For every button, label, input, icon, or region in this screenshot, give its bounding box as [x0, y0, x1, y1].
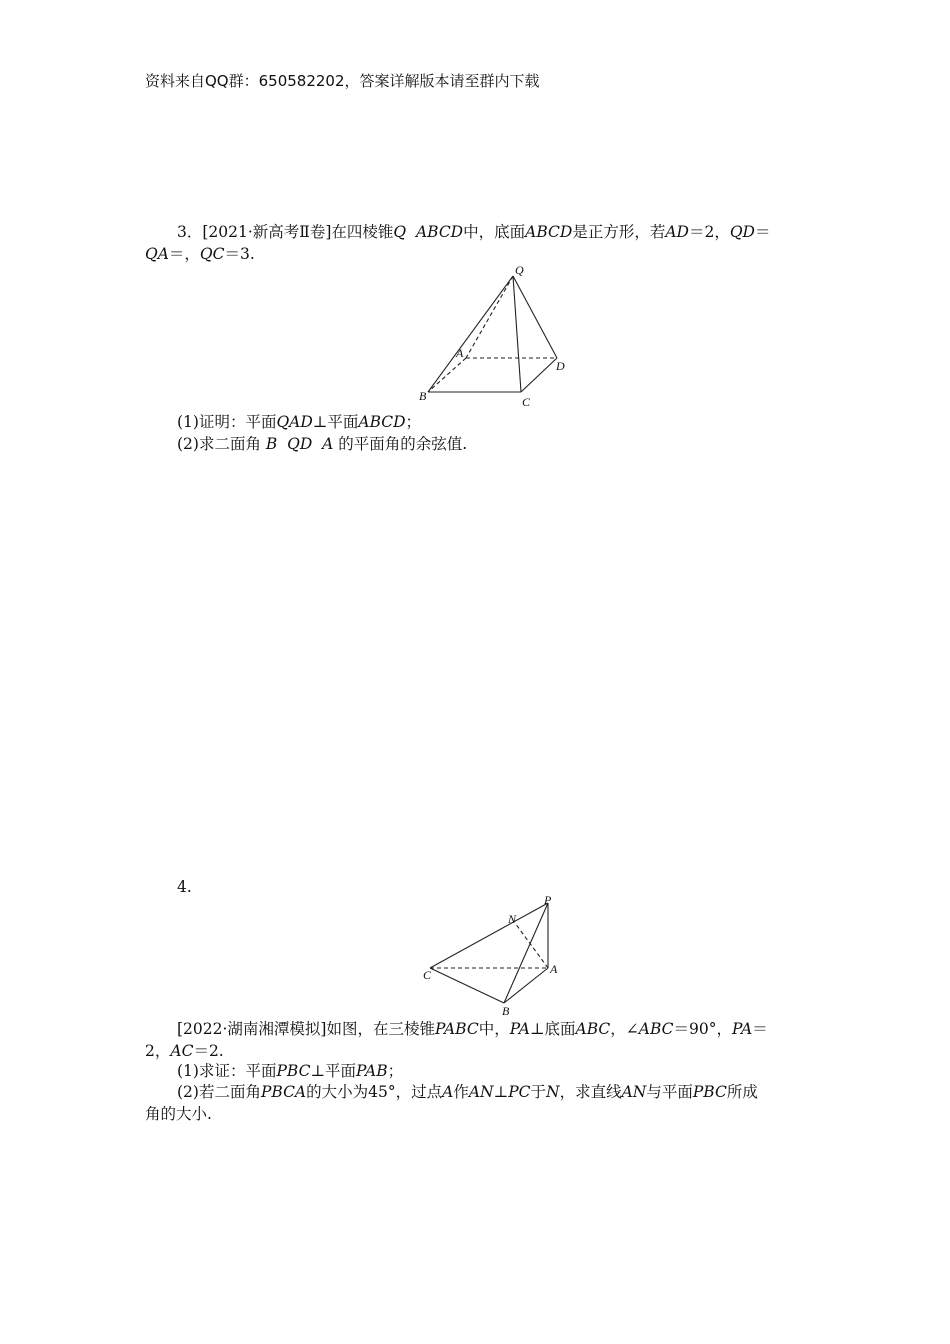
- text: ，∠: [610, 1020, 639, 1038]
- text: 的大小为45°，过点: [306, 1083, 443, 1101]
- var-PC: PC: [508, 1083, 531, 1101]
- problem4-part2-line2: 角的大小.: [145, 1105, 212, 1123]
- var-QC: QC: [199, 245, 225, 263]
- var-B: B: [265, 435, 278, 453]
- problem4-statement-line2: [145, 1040, 224, 1062]
- problem4-part2: [177, 1081, 758, 1103]
- var-QD: QD: [729, 223, 755, 241]
- text: 是正方形，若: [572, 223, 666, 241]
- label-P: P: [544, 893, 552, 907]
- text: 的平面角的余弦值.: [338, 435, 468, 453]
- var-ABCD: ABCD: [415, 223, 464, 241]
- pyramid-figure: [410, 262, 580, 410]
- text: 中，: [478, 1020, 510, 1038]
- var-PA: PA: [731, 1020, 753, 1038]
- segment-AN: [515, 923, 548, 968]
- var-PA: PA: [509, 1020, 530, 1038]
- var-A: A: [442, 1083, 454, 1101]
- label-N: N: [508, 912, 517, 926]
- var-AC: AC: [170, 1042, 194, 1060]
- text: 与平面: [646, 1083, 693, 1101]
- label-C: C: [423, 968, 432, 982]
- problem4-statement-line1: [177, 1018, 768, 1040]
- text: ，求直线: [559, 1083, 622, 1101]
- text: ⊥: [493, 1083, 509, 1101]
- edge-QA: [466, 276, 513, 358]
- header-source-note: 资料来自QQ群：650582202，答案详解版本请至群内下载: [145, 72, 540, 90]
- var-PBC: PBC: [692, 1083, 727, 1101]
- var-PAB: PAB: [356, 1062, 388, 1080]
- tetrahedron-figure: [418, 893, 568, 1018]
- text: 作: [453, 1083, 469, 1101]
- problem3-part2: [177, 433, 467, 455]
- text: ＝90°，: [673, 1020, 732, 1038]
- edge-QD: [513, 276, 557, 358]
- var-QAD: QAD: [276, 413, 313, 431]
- text: ＝2，: [688, 223, 730, 241]
- text: ＝: [752, 1020, 768, 1038]
- text: 中，底面: [463, 223, 526, 241]
- text: ＝，: [168, 245, 200, 263]
- var-ABC: ABC: [575, 1020, 611, 1038]
- edge-AB: [504, 968, 548, 1003]
- problem3-part1: [177, 411, 421, 433]
- text: [2022·湖南湘潭模拟]如图，在三棱锥: [177, 1020, 435, 1038]
- text: 所成: [726, 1083, 758, 1101]
- var-PABC: PABC: [434, 1020, 479, 1038]
- edge-CD: [521, 358, 557, 392]
- label-D: D: [556, 359, 565, 373]
- var-Q: Q: [393, 223, 407, 241]
- var-AD: AD: [665, 223, 689, 241]
- var-PBC: PBC: [276, 1062, 311, 1080]
- label-B: B: [502, 1004, 510, 1018]
- edge-CP: [430, 903, 548, 968]
- text: ＝: [754, 223, 771, 241]
- text: ＝2.: [193, 1042, 224, 1060]
- var-PBCA: PBCA: [260, 1083, 307, 1101]
- var-QA: QA: [145, 245, 169, 263]
- text: ；: [387, 1062, 404, 1080]
- var-N: N: [546, 1083, 560, 1101]
- label-A: A: [456, 346, 464, 360]
- problem3-statement-line2: [145, 243, 255, 265]
- edge-QC: [513, 276, 521, 392]
- edge-CB: [430, 968, 504, 1003]
- edge-QB: [428, 276, 513, 392]
- text: 于: [530, 1083, 546, 1101]
- label-Q: Q: [515, 263, 524, 277]
- problem3-prefix: 3．[2021·新高考Ⅱ卷]在四棱锥: [177, 223, 394, 241]
- label-C: C: [522, 395, 531, 409]
- edge-AB: [428, 358, 466, 392]
- var-AN: AN: [468, 1083, 494, 1101]
- problem4-part1: [177, 1060, 403, 1082]
- var-ABCD: ABCD: [525, 223, 573, 241]
- text: 2，: [145, 1042, 171, 1060]
- text: (1)求证：平面: [177, 1062, 277, 1080]
- text: (2)若二面角: [177, 1083, 261, 1101]
- problem3-statement-line1: [177, 221, 770, 243]
- var-ABCD: ABCD: [358, 413, 406, 431]
- text: ；: [405, 413, 422, 431]
- var-A: A: [322, 435, 334, 453]
- var-AN: AN: [621, 1083, 647, 1101]
- var-ABC: ABC: [638, 1020, 674, 1038]
- label-A: A: [550, 962, 558, 976]
- var-QD: QD: [287, 435, 313, 453]
- text: (1)证明：平面: [177, 413, 277, 431]
- text: ⊥底面: [529, 1020, 576, 1038]
- text: ⊥平面: [312, 413, 359, 431]
- label-B: B: [419, 389, 427, 403]
- text: (2)求二面角: [177, 435, 261, 453]
- text: ＝3.: [224, 245, 255, 263]
- text: ⊥平面: [310, 1062, 357, 1080]
- problem4-number: 4.: [177, 878, 192, 896]
